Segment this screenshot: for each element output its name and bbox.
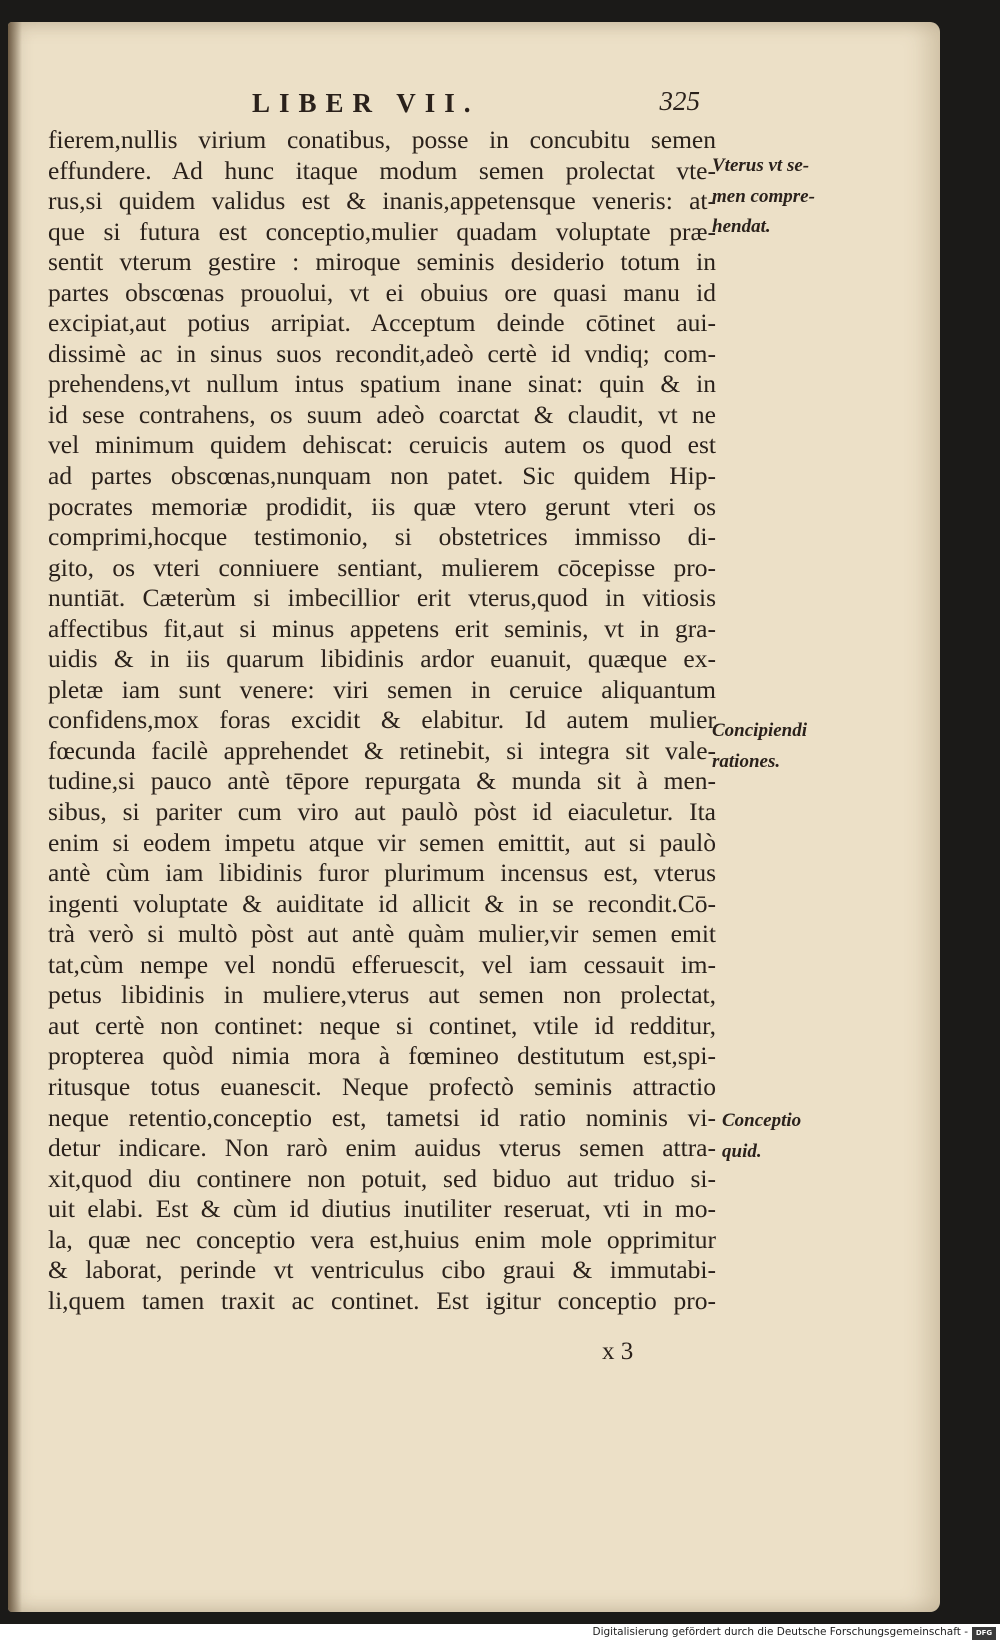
page-gutter-shadow bbox=[8, 22, 22, 1612]
body-line: xit,quod diu continere non potuit, sed biduo aut triduo si- bbox=[48, 1163, 716, 1193]
body-line: id sese contrahens, os suum adeò coarctat & claudit, vt ne bbox=[48, 399, 716, 429]
signature-mark: x 3 bbox=[602, 1338, 634, 1365]
body-line: partes obscœnas prouolui, vt ei obuius ore quasi manu id bbox=[48, 277, 716, 307]
body-line: uidis & in iis quarum libidinis ardor euanuit, quæque ex- bbox=[48, 644, 716, 674]
margin-note-line: Conceptio bbox=[722, 1110, 802, 1131]
page-number: 325 bbox=[659, 86, 700, 116]
body-line: propterea quòd nimia mora à fœmineo destitutum est,spi- bbox=[48, 1041, 716, 1071]
body-line: rus,si quidem validus est & inanis,appetensque veneris: at- bbox=[48, 186, 716, 216]
body-line: & laborat, perinde vt ventriculus cibo graui & immutabi- bbox=[48, 1255, 716, 1285]
body-line: neque retentio,conceptio est, tametsi id ratio nominis vi- bbox=[48, 1102, 716, 1132]
body-line: aut certè non continet: neque si continet, vtile id redditur, bbox=[48, 1010, 716, 1040]
body-line: ritusque totus euanescit. Neque profectò seminis attractio bbox=[48, 1071, 716, 1101]
body-line: que si futura est conceptio,mulier quadam voluptate præ- bbox=[48, 216, 716, 246]
body-line: ad partes obscœnas,nunquam non patet. Sic quidem Hip- bbox=[48, 461, 716, 491]
dfg-logo-icon: DFG bbox=[972, 1627, 996, 1640]
running-head bbox=[40, 88, 700, 128]
body-line: effundere. Ad hunc itaque modum semen prolectat vte- bbox=[48, 155, 716, 185]
body-line: confidens,mox foras excidit & elabitur. Id autem mulier bbox=[48, 705, 716, 735]
body-line: fœcunda facilè apprehendet & retinebit, si integra sit vale- bbox=[48, 735, 716, 765]
body-line: tat,cùm nempe vel nondū efferuescit, vel iam cessauit im- bbox=[48, 949, 716, 979]
body-line: prehendens,vt nullum intus spatium inane sinat: quin & in bbox=[48, 369, 716, 399]
margin-note-line: quid. bbox=[722, 1140, 762, 1162]
body-line: li,quem tamen traxit ac continet. Est igitur conceptio pro- bbox=[48, 1285, 716, 1315]
body-line: excipiat,aut potius arripiat. Acceptum deinde cōtinet aui- bbox=[48, 308, 716, 338]
margin-note-line: men compre- bbox=[712, 185, 815, 207]
margin-note-line: rationes. bbox=[712, 750, 781, 772]
body-line: trà verò si multò pòst aut antè quàm mulier,vir semen emit bbox=[48, 919, 716, 949]
body-line: comprimi,hocque testimonio, si obstetrices immisso di- bbox=[48, 522, 716, 552]
body-text bbox=[48, 125, 716, 1316]
body-line: affectibus fit,aut si minus appetens erit seminis, vt in gra- bbox=[48, 613, 716, 643]
body-line: vel minimum quidem dehiscat: ceruicis autem os quod est bbox=[48, 430, 716, 460]
margin-note-conceptio bbox=[722, 1106, 862, 1167]
margin-note-line: Concipiendi bbox=[712, 720, 808, 741]
body-line: gito, os vteri conniuere sentiant, mulierem cōcepisse pro- bbox=[48, 552, 716, 582]
body-line: sentit vterum gestire : miroque seminis desiderio totum in bbox=[48, 247, 716, 277]
body-line: nuntiāt. Cæterùm si imbecillior erit vterus,quod in vitiosis bbox=[48, 583, 716, 613]
body-line: detur indicare. Non rarò enim auidus vterus semen attra- bbox=[48, 1133, 716, 1163]
margin-note-line: Vterus vt se- bbox=[712, 155, 810, 176]
margin-note-concipiendi bbox=[712, 716, 852, 777]
running-title: LIBER VII. bbox=[252, 88, 480, 118]
body-line: ingenti voluptate & auiditate id allicit & in se recondit.Cō- bbox=[48, 888, 716, 918]
body-line: tudine,si pauco antè tēpore repurgata & munda sit à men- bbox=[48, 766, 716, 796]
body-line: enim si eodem impetu atque vir semen emittit, aut si paulò bbox=[48, 827, 716, 857]
body-line: petus libidinis in muliere,vterus aut semen non prolectat, bbox=[48, 980, 716, 1010]
body-line: antè cùm iam libidinis furor plurimum incensus est, vterus bbox=[48, 858, 716, 888]
body-line: pocrates memoriæ prodidit, iis quæ vtero gerunt vteri os bbox=[48, 491, 716, 521]
body-line: la, quæ nec conceptio vera est,huius enim mole opprimitur bbox=[48, 1224, 716, 1254]
body-line: sibus, si pariter cum viro aut paulò pòst id eiaculetur. Ita bbox=[48, 797, 716, 827]
body-line: fierem,nullis virium conatibus, posse in concubitu semen bbox=[48, 125, 716, 154]
body-line: dissimè ac in sinus suos recondit,adeò certè id vndiq; com- bbox=[48, 338, 716, 368]
body-line: pletæ iam sunt venere: viri semen in ceruice aliquantum bbox=[48, 674, 716, 704]
body-line: uit elabi. Est & cùm id diutius inutiliter reseruat, vti in mo- bbox=[48, 1194, 716, 1224]
digitization-footer bbox=[0, 1624, 1000, 1643]
margin-note-line: hendat. bbox=[712, 216, 771, 237]
funding-credit: Digitalisierung gefördert durch die Deutsche Forschungsgemeinschaft - bbox=[592, 1626, 968, 1638]
margin-note-vterus bbox=[712, 151, 852, 243]
